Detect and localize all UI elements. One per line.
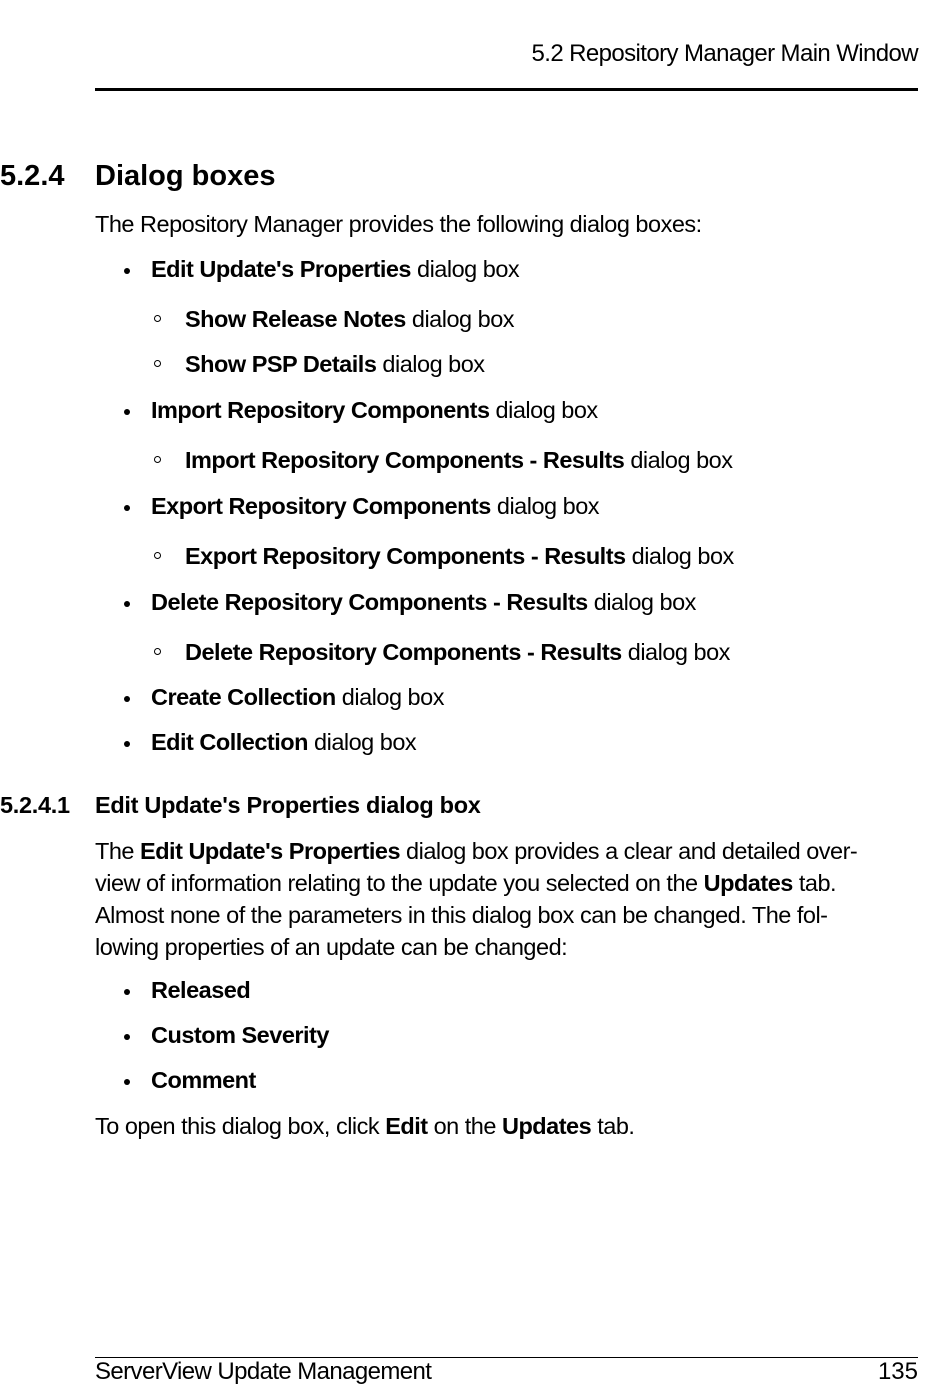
subsection-title: Edit Update's Properties dialog box [95,792,481,818]
section-title: Dialog boxes [95,160,276,192]
body-line: Almost none of the parameters in this dialog box can be changed. The fol- [95,902,828,928]
body-line: view of information relating to the update you selected on the Updates tab. [95,870,837,896]
property-item: Released [151,977,251,1003]
sub-list-item: Show Release Notes dialog box [185,306,515,332]
list-item: Export Repository Components dialog box [151,493,600,519]
sub-list-item: Delete Repository Components - Results dialog box [185,639,730,665]
page-number: 135 [877,1358,918,1385]
footer-doc-title: ServerView Update Management [95,1358,432,1385]
list-item: Edit Update's Properties dialog box [151,256,520,282]
list-item: Import Repository Components dialog box [151,397,598,423]
subsection-number: 5.2.4.1 [0,792,70,818]
property-item: Custom Severity [151,1022,329,1048]
body-paragraph [95,835,925,963]
sub-list-item: Import Repository Components - Results dialog box [185,447,733,473]
list-item: Edit Collection dialog box [151,729,417,755]
sub-list-item: Export Repository Components - Results dialog box [185,543,734,569]
running-header: 5.2 Repository Manager Main Window [531,40,918,67]
list-item: Create Collection dialog box [151,684,444,710]
sub-list-item: Show PSP Details dialog box [185,351,485,377]
property-item: Comment [151,1067,256,1093]
header-rule [95,88,918,91]
list-item: Delete Repository Components - Results dialog box [151,589,696,615]
section-number: 5.2.4 [0,160,65,192]
closing-text: To open this dialog box, click Edit on the Updates tab. [95,1113,635,1139]
intro-text: The Repository Manager provides the following dialog boxes: [95,211,702,237]
body-line: The Edit Update's Properties dialog box provides a clear and detailed over- [95,838,858,864]
body-line: lowing properties of an update can be changed: [95,934,568,960]
